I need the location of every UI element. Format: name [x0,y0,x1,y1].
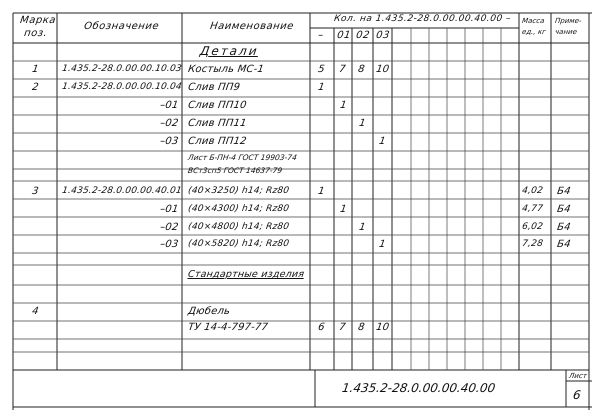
row-4-spec-qty-base: 6 [317,322,326,333]
header-note-line1: Приме- [554,17,583,25]
footer-sheet-label: Лист [568,372,588,380]
row-3-note: Б4 [556,186,572,197]
row-1-qty-02: 8 [357,64,366,75]
row-2-designation: 1.435.2-28.0.00.00.10.04 [61,82,183,92]
row-1-mark: 1 [31,64,40,75]
row-2-mark: 2 [31,82,40,93]
row-2-qty-base: 1 [317,82,326,93]
row-1-designation: 1.435.2-28.0.00.00.10.03 [61,64,183,74]
header-mark-line2: поз. [23,28,48,39]
row-3-01-mass: 4,77 [521,204,544,214]
header-qty-base: – [317,30,325,41]
row-3-designation: 1.435.2-28.0.00.00.40.01 [61,186,183,196]
row-2-01-qty-01: 1 [339,100,348,111]
row-3-02-mass: 6,02 [521,222,544,232]
row-3-name: (40×3250) h14; Rz80 [187,186,290,196]
header-qty-title: Кол. на 1.435.2-28.0.00.00.40.00 – [333,14,512,24]
row-4-spec-qty-02: 8 [357,322,366,333]
footer-sheet-number: 6 [572,388,582,402]
row-3-mass: 4,02 [521,186,544,196]
row-2-03-qty-03: 1 [378,136,387,147]
row-1-qty-03: 10 [375,64,390,75]
header-name: Наименование [209,21,295,32]
row-3-mark: 3 [31,186,40,197]
row-4-spec-qty-03: 10 [375,322,390,333]
header-mark-line1: Марка [19,15,57,26]
row-3-01-qty-01: 1 [339,204,348,215]
row-3-03-mass: 7,28 [521,239,544,249]
header-designation: Обозначение [83,21,160,32]
row-2-02-designation: –02 [159,118,180,129]
row-2-01-name: Слив ПП10 [187,100,248,111]
row-3-qty-base: 1 [317,186,326,197]
header-mass-line2: ед., кг [521,28,547,36]
row-4-spec-qty-01: 7 [338,322,347,333]
row-4-spec-name: ТУ 14-4-797-77 [187,322,269,333]
header-qty-03: 03 [375,30,391,41]
header-qty-02: 02 [355,30,371,41]
row-2-03-designation: –03 [159,136,180,147]
row-4-mark: 4 [31,306,40,317]
row-2-name: Слив ПП9 [187,82,241,93]
material-line2: ВСт3сп5 ГОСТ 14637-79 [187,166,283,175]
header-note-line2: чание [554,28,578,36]
header-mass-line1: Масса [521,17,545,25]
row-3-03-designation: –03 [159,239,180,250]
row-3-01-designation: –01 [159,204,180,215]
section-parts-title: Детали [199,44,260,58]
section-standard-title: Стандартные изделия [187,269,305,280]
row-3-01-note: Б4 [556,204,572,215]
row-1-name: Костыль МС-1 [187,64,265,75]
material-line1: Лист Б-ПН-4 ГОСТ 19903-74 [187,153,298,162]
row-1-qty-01: 7 [338,64,347,75]
row-3-02-name: (40×4800) h14; Rz80 [187,222,290,232]
row-3-02-note: Б4 [556,222,572,233]
row-3-03-name: (40×5820) h14; Rz80 [187,239,290,249]
header-qty-01: 01 [336,30,352,41]
row-3-02-designation: –02 [159,222,180,233]
row-3-01-name: (40×4300) h14; Rz80 [187,204,290,214]
footer-doc-code: 1.435.2-28.0.00.00.40.00 [341,381,497,395]
row-3-03-note: Б4 [556,239,572,250]
row-3-02-qty-02: 1 [358,222,367,233]
row-2-02-qty-02: 1 [358,118,367,129]
row-2-03-name: Слив ПП12 [187,136,248,147]
row-2-01-designation: –01 [159,100,180,111]
row-4-name: Дюбель [187,306,231,317]
row-3-03-qty-03: 1 [378,239,387,250]
row-2-02-name: Слив ПП11 [187,118,248,129]
row-1-qty-base: 5 [317,64,326,75]
